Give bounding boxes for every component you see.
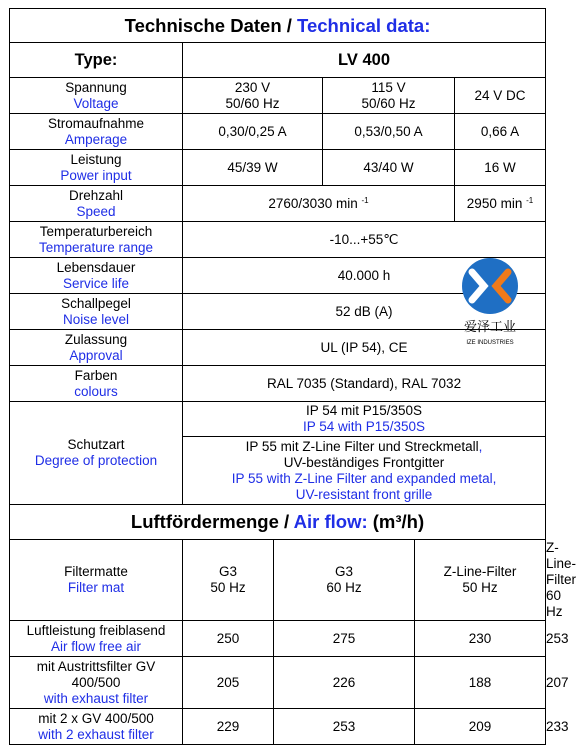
cell: -10...+55℃ [183, 222, 546, 258]
row-label: Spannung Voltage [10, 78, 183, 114]
cell: 40.000 h [183, 258, 546, 294]
cell: 0,30/0,25 A [183, 114, 323, 150]
cell: 0,53/0,50 A [323, 114, 455, 150]
type-label: Type: [10, 43, 183, 78]
row-label: mit Austrittsfilter GV 400/500 with exhaust filter [10, 657, 183, 709]
technical-data-sheet [9, 8, 576, 745]
speed-dc: 2950 min $^{-1}$ [455, 186, 546, 222]
airflow-title: Luftfördermenge / Air flow: (m³/h) [10, 505, 546, 540]
cell: 205 [183, 657, 274, 709]
logo-text-en: IZE INDUSTRIES [466, 340, 514, 346]
cell: IP 54 mit P15/350S IP 54 with P15/350S [183, 402, 546, 437]
ize-industries-logo [450, 252, 530, 348]
airflow-row: mit 2 x GV 400/500 with 2 exhaust filter 229 253 209 233 [10, 709, 546, 745]
row-label: Zulassung Approval [10, 330, 183, 366]
logo-circle [462, 258, 518, 314]
spannung-row [10, 78, 546, 114]
strom-row [10, 114, 546, 150]
page-title: Technische Daten / Technical data: [10, 9, 546, 43]
cell: 45/39 W [183, 150, 323, 186]
row-label: Lebensdauer Service life [10, 258, 183, 294]
cell: 253 [274, 709, 415, 745]
title-row [10, 9, 546, 43]
cell: 0,66 A [455, 114, 546, 150]
speed-ac: 2760/3030 min $^{-1}$ [183, 186, 455, 222]
filter-col-head: G3 60 Hz [274, 540, 415, 621]
filter-header-row: Filtermatte Filter mat G3 50 Hz G3 60 Hz Z-Line-Filter 50 Hz Z-Line-Filter 60 Hz [10, 540, 546, 621]
row-label: Stromaufnahme Amperage [10, 114, 183, 150]
cell: 43/40 W [323, 150, 455, 186]
airflow-title-row [10, 505, 546, 540]
voltage-24: 24 V DC [455, 78, 546, 114]
cell: UL (IP 54), CE [183, 330, 546, 366]
row-label: Schutzart Degree of protection [10, 402, 183, 505]
leistung-row [10, 150, 546, 186]
cell: 275 [274, 621, 415, 657]
row-label: Schallpegel Noise level [10, 294, 183, 330]
farben-row [10, 366, 546, 402]
type-row [10, 43, 546, 78]
logo-text-cn: 爱泽工业 [463, 320, 517, 335]
voltage-115: 115 V 50/60 Hz [323, 78, 455, 114]
cell: 250 [183, 621, 274, 657]
cell: 226 [274, 657, 415, 709]
schutz-row-1 [10, 402, 546, 437]
airflow-row: mit Austrittsfilter GV 400/500 with exhaust filter 205 226 188 207 [10, 657, 546, 709]
row-label: Luftleistung freiblasend Air flow free air [10, 621, 183, 657]
cell: 229 [183, 709, 274, 745]
airflow-row: Luftleistung freiblasend Air flow free air 250 275 230 253 [10, 621, 546, 657]
voltage-230: 230 V 50/60 Hz [183, 78, 323, 114]
cell: 209 [415, 709, 546, 745]
row-label: mit 2 x GV 400/500 with 2 exhaust filter [10, 709, 183, 745]
filter-col-head: Z-Line-Filter 50 Hz [415, 540, 546, 621]
cell: 52 dB (A) [183, 294, 546, 330]
cell: RAL 7035 (Standard), RAL 7032 [183, 366, 546, 402]
type-value: LV 400 [183, 43, 546, 78]
filter-col-head: G3 50 Hz [183, 540, 274, 621]
technical-data-table [9, 8, 576, 745]
cell: 188 [415, 657, 546, 709]
cell: 16 W [455, 150, 546, 186]
cell: IP 55 mit Z-Line Filter und Streckmetall, UV-beständiges Frontgitter IP 55 with Z-Line Filter and expanded metal, UV-resistant front grille [183, 437, 546, 505]
row-label: Farben colours [10, 366, 183, 402]
drehzahl-row [10, 186, 546, 222]
row-label: Drehzahl Speed [10, 186, 183, 222]
row-label: Temperaturbereich Temperature range [10, 222, 183, 258]
row-label: Leistung Power input [10, 150, 183, 186]
row-label: Filtermatte Filter mat [10, 540, 183, 621]
cell: 230 [415, 621, 546, 657]
